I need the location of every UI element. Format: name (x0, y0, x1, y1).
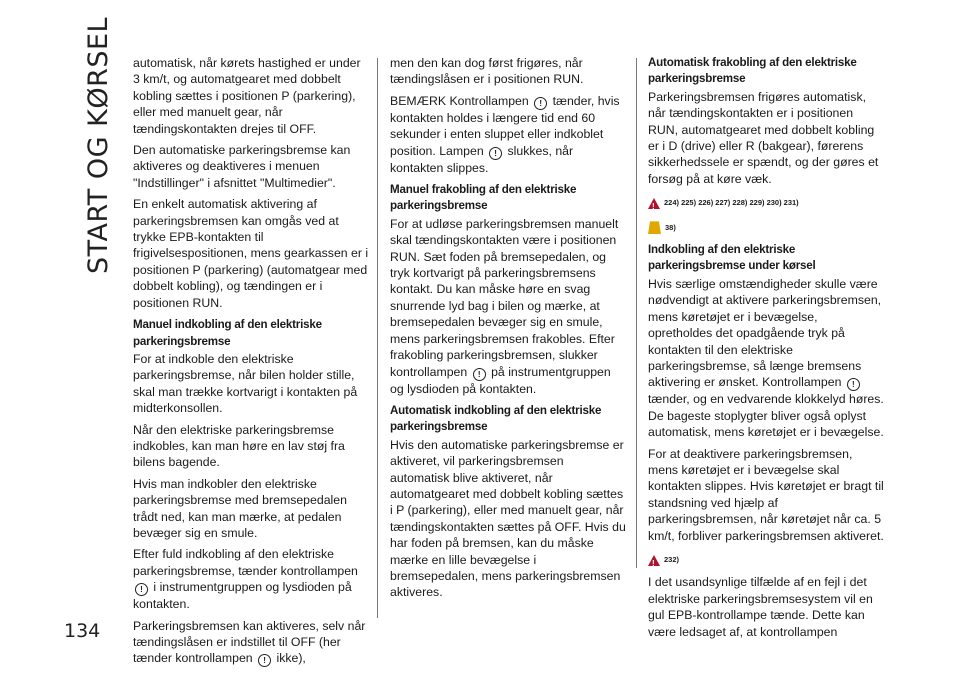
text-column-3 (648, 55, 884, 645)
paragraph: I det usandsynlige tilfælde af en fejl i det elektriske parkeringsbremsesystem vil en gul EPB-kontrollampe tænde. Dette kan være ledsaget af, at kontrollampen (648, 575, 873, 639)
text-run: For at udløse parkeringsbremsen manuelt skal tændingskontakten være i positionen RUN. Sæt foden på bremsepedalen, og tryk kortvarigt på parkeringsbremsens kontakt. Du kan måske høre en svag snurrende lyd bag i bilen og mærke, at bremsepedalen bevæger sig en smule, mens parkeringsbremsen frakobles. Efter frakobling parkeringsbremsen, slukker kontrollampen (390, 216, 619, 379)
paragraph (648, 276, 884, 441)
text-run: i instrumentgruppen og lysdioden på kontakten. (133, 580, 352, 612)
brake-warning-icon: ! (489, 147, 502, 160)
paragraph (390, 93, 626, 176)
note-refs: 38) (665, 222, 676, 232)
warning-refs: 232) (664, 554, 680, 564)
paragraph (133, 546, 369, 612)
paragraph: En enkelt automatisk aktivering af parkeringsbremsen kan omgås ved at trykke EPB-kontakten til frigivelsespositionen, mens gearkassen er i positionen P (parkering) (automatgear med dobbelt kobling), og tændingen er i positionen RUN. (133, 197, 369, 310)
paragraph: men den kan dog først frigøres, når tændingslåsen er i positionen RUN. (390, 56, 584, 87)
chapter-title-vertical (78, 16, 114, 274)
brake-warning-icon: ! (534, 97, 547, 110)
text-column-2 (390, 55, 626, 606)
paragraph: Hvis den automatiske parkeringsbremse er aktiveret, vil parkeringsbremsen automatisk blive aktiveret, når automatgearet med dobbelt kobling sættes i P (parkering), eller med manuelt gear, når tændingskontakten sættes på OFF. Hvis du har foden på bremsen, kan du måske mærke en lille bevægelse i bremsepedalen, mens parkeringsbremsen aktiveres. (390, 437, 626, 600)
text-run: BEMÆRK Kontrollampen (390, 93, 529, 108)
brake-warning-icon: ! (135, 583, 148, 596)
paragraph (390, 216, 626, 397)
page-number: 134 (64, 620, 101, 642)
note-icon (648, 221, 661, 234)
note-reference (648, 220, 884, 236)
chapter-title: START OG KØRSEL (83, 16, 114, 274)
text-run: tænder, og en vedvarende klokkelyd høres. De bageste stoplygter bliver også oplyst automatisk, mens køretøjet er i bevægelse. (648, 392, 884, 440)
paragraph: For at indkoble den elektriske parkeringsbremse, når bilen holder stille, skal man trække kortvarigt i kontakten på midterkonsollen. (133, 351, 358, 416)
section-heading: Automatisk indkobling af den elektriske parkeringsbremse (390, 403, 602, 434)
text-run: slukkes, når kontakten slippes. (390, 143, 574, 175)
section-heading: Manuel frakobling af den elektriske parkeringsbremse (390, 183, 577, 213)
section-heading: Indkobling af den elektriske parkeringsbremse under kørsel (648, 243, 816, 273)
column-divider-2 (636, 58, 637, 568)
paragraph (133, 618, 369, 668)
text-run: Hvis særlige omstændigheder skulle være nødvendigt at aktivere parkeringsbremsen, mens køretøjet er i bevægelse, opretholdes det opadgående tryk på kontakten til den elektriske parkeringsbremse, så længe bremsens aktivering er ønsket. Kontrollampen (648, 276, 882, 390)
warning-triangle-icon (648, 555, 660, 566)
brake-warning-icon: ! (258, 654, 271, 667)
warning-reference (648, 195, 884, 211)
text-run: tænder, hvis kontakten holdes i længere tid end 60 sekunder i enten sluppet eller indkoblet position. Lampen (390, 93, 620, 158)
paragraph: Når den elektriske parkeringsbremse indkobles, kan man høre en lav støj fra bilens bagende. (133, 422, 345, 470)
section-heading: Manuel indkobling af den elektriske parkeringsbremse (133, 318, 322, 348)
warning-triangle-icon (648, 198, 660, 209)
column-divider-1 (377, 58, 378, 618)
text-run: ikke), (276, 651, 306, 666)
brake-warning-icon: ! (847, 378, 860, 391)
paragraph: For at deaktivere parkeringsbremsen, mens køretøjet er i bevægelse skal kontakten slippes. Hvis køretøjet er bragt til standsning ved hjælp af parkeringsbremsen, når køretøjet når ca. 5 km/t, forbliver parkeringsbremsen aktiveret. (648, 446, 884, 543)
paragraph: automatisk, når kørets hastighed er under 3 km/t, og automatgearet med dobbelt kobling sættes i positionen P (parkering), eller med manuelt gear, når tændingskontakten drejes til OFF. (133, 56, 361, 136)
text-run: på instrumentgruppen og lysdioden på kontakten. (390, 364, 611, 396)
text-run: Efter fuld indkobling af den elektriske parkeringsbremse, tænder kontrollampen (133, 547, 358, 578)
warning-refs: 224) 225) 226) 227) 228) 229) 230) 231) (664, 198, 799, 208)
text-run: Parkeringsbremsen kan aktiveres, selv når tændingslåsen er indstillet til OFF (her tænder kontrollampen (133, 618, 366, 666)
brake-warning-icon: ! (473, 368, 486, 381)
paragraph: Parkeringsbremsen frigøres automatisk, når tændingskontakten er i positionen RUN, automatgearet med dobbelt kobling er i D (drive) eller R (bakgear), førerens sikkerhedssele er spændt, og der gøres et forsøg på at køre væk. (648, 89, 879, 186)
text-column-1 (133, 55, 369, 672)
paragraph: Den automatiske parkeringsbremse kan aktiveres og deaktiveres i menuen "Indstillinger" i afsnittet "Multimedier". (133, 143, 351, 190)
section-heading: Automatisk frakobling af den elektriske parkeringsbremse (648, 56, 857, 86)
warning-reference (648, 552, 884, 568)
paragraph: Hvis man indkobler den elektriske parkeringsbremse med bremsepedalen trådt ned, kan man mærke, at pedalen bevæger sig en smule. (133, 476, 347, 540)
